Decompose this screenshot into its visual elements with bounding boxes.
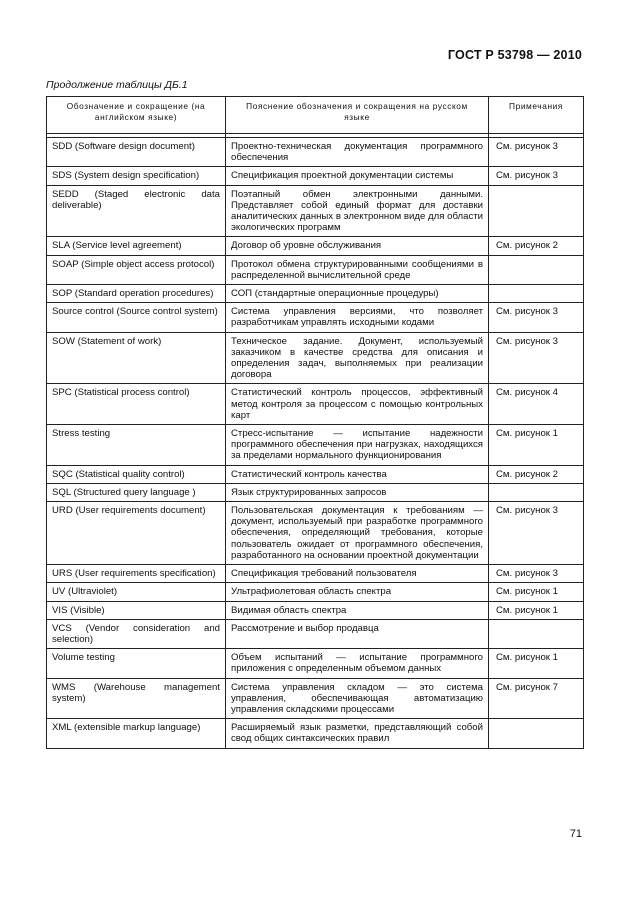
table-row (47, 601, 584, 619)
note-cell: См. рисунок 2 (489, 237, 584, 255)
table-row (47, 502, 584, 565)
term-cell: Stress testing (47, 425, 226, 466)
note-cell (489, 255, 584, 284)
table-row (47, 285, 584, 303)
column-header-explanation: Пояснение обозначения и сокращения на русском языке (226, 97, 489, 134)
explanation-cell: Статистический контроль качества (226, 465, 489, 483)
table-row (47, 465, 584, 483)
table-caption: Продолжение таблицы ДБ.1 (46, 79, 188, 91)
note-cell: См. рисунок 7 (489, 678, 584, 719)
table-row (47, 384, 584, 425)
term-cell: XML (extensible markup language) (47, 719, 226, 748)
explanation-cell: Язык структурированных запросов (226, 483, 489, 501)
note-cell: См. рисунок 3 (489, 502, 584, 565)
note-cell: См. рисунок 3 (489, 332, 584, 384)
page-number: 71 (569, 828, 582, 840)
explanation-cell: Спецификация проектной документации системы (226, 167, 489, 185)
explanation-cell: Договор об уровне обслуживания (226, 237, 489, 255)
note-cell (489, 285, 584, 303)
column-header-term: Обозначение и сокращение (на английском языке) (47, 97, 226, 134)
explanation-cell: Стресс-испытание — испытание надежности программного обеспечения при нагрузках, находящихся за пределами нормального функционирования (226, 425, 489, 466)
note-cell: См. рисунок 1 (489, 425, 584, 466)
standard-title: ГОСТ Р 53798 — 2010 (447, 48, 582, 62)
term-cell: Source control (Source control system) (47, 303, 226, 332)
table-row (47, 303, 584, 332)
explanation-cell: Ультрафиолетовая область спектра (226, 583, 489, 601)
table-row (47, 649, 584, 678)
table-row (47, 483, 584, 501)
term-cell: WMS (Warehouse management system) (47, 678, 226, 719)
table-row (47, 678, 584, 719)
term-cell: URS (User requirements specification) (47, 565, 226, 583)
explanation-cell: Система управления складом — это система управления, обеспечивающая автоматизацию управления складскими процессами (226, 678, 489, 719)
explanation-cell: Расширяемый язык разметки, представляющий собой свод общих синтаксических правил (226, 719, 489, 748)
abbreviation-table (46, 96, 584, 749)
table-row (47, 332, 584, 384)
table-header-row (47, 97, 584, 134)
table-row (47, 719, 584, 748)
term-cell: SOW (Statement of work) (47, 332, 226, 384)
explanation-cell: Проектно-техническая документация программного обеспечения (226, 138, 489, 167)
table-row (47, 185, 584, 237)
term-cell: SLA (Service level agreement) (47, 237, 226, 255)
table-row (47, 138, 584, 167)
note-cell: См. рисунок 3 (489, 138, 584, 167)
explanation-cell: Техническое задание. Документ, используемый заказчиком в качестве средства для описания и определения задач, выполняемых при реализации договора (226, 332, 489, 384)
term-cell: SDD (Software design document) (47, 138, 226, 167)
term-cell: SPC (Statistical process control) (47, 384, 226, 425)
explanation-cell: Поэтапный обмен электронными данными. Представляет собой единый формат для доставки аналитических данных в электронном виде для области экологических программ (226, 185, 489, 237)
term-cell: SEDD (Staged electronic data deliverable) (47, 185, 226, 237)
explanation-cell: Пользовательская документация к требованиям — документ, используемый при разработке программного обеспечения, определяющий требования, которые пользователь ожидает от программного обеспечения, разработанного на основании проектной документации (226, 502, 489, 565)
note-cell: См. рисунок 1 (489, 649, 584, 678)
explanation-cell: Спецификация требований пользователя (226, 565, 489, 583)
table-row (47, 583, 584, 601)
note-cell: См. рисунок 3 (489, 167, 584, 185)
table-row (47, 565, 584, 583)
note-cell (489, 619, 584, 648)
table-body (47, 134, 584, 749)
explanation-cell: Протокол обмена структурированными сообщениями в распределенной вычислительной среде (226, 255, 489, 284)
term-cell: SOP (Standard operation procedures) (47, 285, 226, 303)
term-cell: SQL (Structured query language ) (47, 483, 226, 501)
table-row (47, 255, 584, 284)
note-cell (489, 719, 584, 748)
note-cell: См. рисунок 1 (489, 583, 584, 601)
explanation-cell: Система управления версиями, что позволяет разработчикам управлять исходными кодами (226, 303, 489, 332)
note-cell (489, 185, 584, 237)
term-cell: SOAP (Simple object access protocol) (47, 255, 226, 284)
term-cell: SQC (Statistical quality control) (47, 465, 226, 483)
explanation-cell: Рассмотрение и выбор продавца (226, 619, 489, 648)
note-cell: См. рисунок 2 (489, 465, 584, 483)
note-cell: См. рисунок 1 (489, 601, 584, 619)
note-cell (489, 483, 584, 501)
term-cell: VCS (Vendor consideration and selection) (47, 619, 226, 648)
term-cell: Volume testing (47, 649, 226, 678)
note-cell: См. рисунок 3 (489, 565, 584, 583)
explanation-cell: Объем испытаний — испытание программного приложения с определенным объемом данных (226, 649, 489, 678)
term-cell: UV (Ultraviolet) (47, 583, 226, 601)
explanation-cell: Видимая область спектра (226, 601, 489, 619)
table-row (47, 619, 584, 648)
term-cell: SDS (System design specification) (47, 167, 226, 185)
table-row (47, 167, 584, 185)
column-header-notes: Примечания (489, 97, 584, 134)
table-row (47, 237, 584, 255)
note-cell: См. рисунок 4 (489, 384, 584, 425)
note-cell: См. рисунок 3 (489, 303, 584, 332)
term-cell: URD (User requirements document) (47, 502, 226, 565)
term-cell: VIS (Visible) (47, 601, 226, 619)
explanation-cell: Статистический контроль процессов, эффективный метод контроля за процессом с помощью контрольных карт (226, 384, 489, 425)
table-row (47, 425, 584, 466)
explanation-cell: СОП (стандартные операционные процедуры) (226, 285, 489, 303)
